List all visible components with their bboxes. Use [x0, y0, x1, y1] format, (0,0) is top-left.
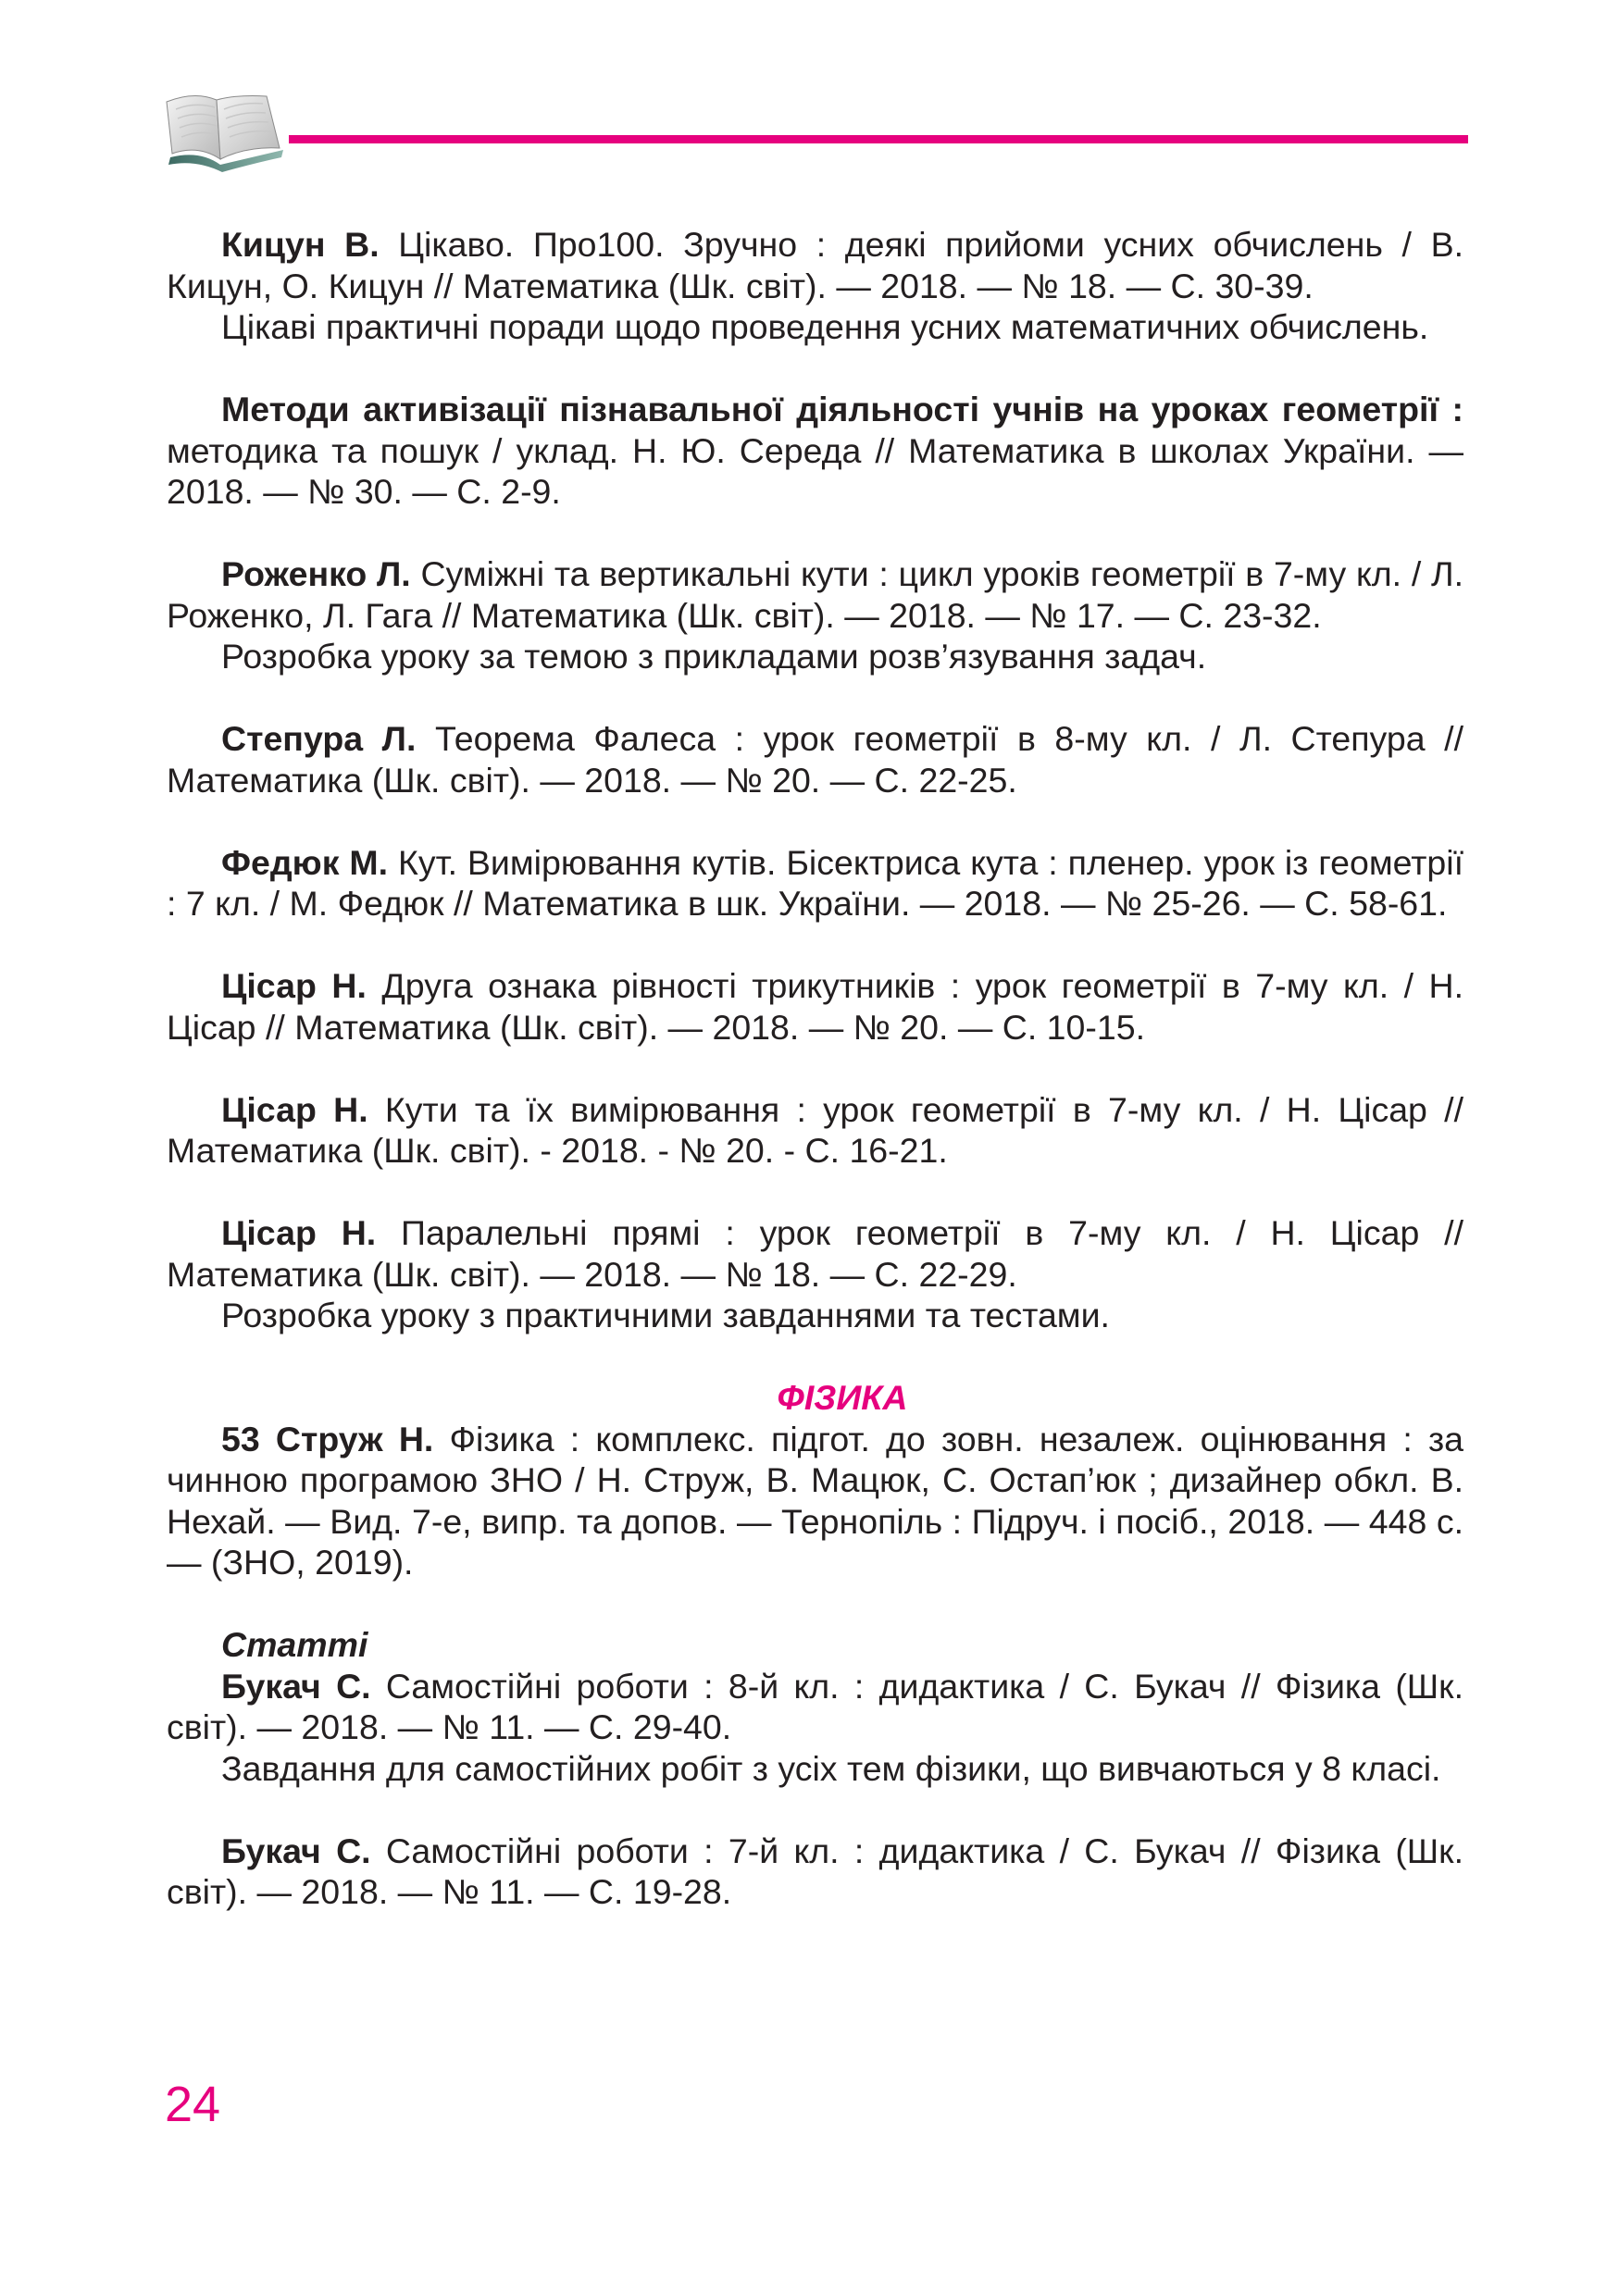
entry-text: Кути та їх вимірювання : урок геометрії в 7-му кл. / Н. Цісар // Математика (Шк. світ). - 2018. - № 20. - С. 16-21. [167, 1089, 1464, 1170]
bib-entry [167, 1666, 1463, 1790]
bib-entry [167, 553, 1463, 677]
bib-entry [167, 1831, 1463, 1913]
entry-citation [167, 1666, 1463, 1748]
entry-text: Самостійні роботи : 7-й кл. : дидактика / С. Букач // Фізика (Шк. світ). — 2018. — № 11. — С. 19-28. [167, 1831, 1463, 1911]
entry-text: Друга ознака рівності трикутників : урок геометрії в 7-му кл. / Н. Цісар // Математика (Шк. світ). — 2018. — № 20. — С. 10-15. [167, 966, 1464, 1047]
bib-entry [167, 965, 1463, 1048]
entry-author: Кицун В. [221, 225, 380, 264]
bib-entry [167, 224, 1463, 348]
entry-citation [167, 553, 1463, 636]
entry-author: Букач С. [221, 1831, 371, 1870]
physics-section [167, 1377, 1463, 1583]
entry-citation [167, 389, 1463, 513]
entry-text: Кут. Вимірювання кутів. Бісектриса кута : пленер. урок із геометрії : 7 кл. / М. Федюк // Математика в шк. України. — 2018. — № 25-26. — С. 58-61. [167, 842, 1463, 923]
entry-text: Паралельні прямі : урок геометрії в 7-му кл. / Н. Цісар // Математика (Шк. світ). — 2018. — № 18. — С. 22-29. [167, 1213, 1463, 1294]
header-rule [289, 135, 1468, 143]
entry-author: Цісар Н. [221, 1213, 377, 1252]
page-number: 24 [165, 2077, 221, 2132]
entry-author: 53 Струж Н. [221, 1419, 434, 1458]
section-title: ФІЗИКА [777, 1378, 908, 1417]
entry-citation [167, 224, 1463, 306]
entry-text: Фізика : комплекс. підгот. до зовн. незалеж. оцінювання : за чинною програмою ЗНО / Н. Струж, В. Мацюк, С. Остап’юк ; дизайнер обкл. В. Нехай. — Вид. 7-е, випр. та допов. — Тернопіль : Підруч. і посіб., 2018. — 448 с. — (ЗНО, 2019). [167, 1419, 1463, 1582]
entry-author: Букач С. [221, 1666, 371, 1706]
entry-citation [167, 1831, 1463, 1913]
bib-entry [167, 842, 1463, 925]
open-book-icon [163, 93, 287, 176]
bib-entry [167, 1212, 1463, 1336]
entry-annotation: Розробка уроку за темою з прикладами розв’язування задач. [221, 637, 1207, 676]
entry-text: Цікаво. Про100. Зручно : деякі прийоми усних обчислень / В. Кицун, О. Кицун // Математика (Шк. світ). — 2018. — № 18. — С. 30-39. [167, 225, 1463, 305]
entry-citation [167, 965, 1463, 1048]
page-header [163, 93, 1468, 176]
entry-text: методика та пошук / уклад. Н. Ю. Середа // Математика в школах України. — 2018. — № 30. — С. 2-9. [167, 430, 1463, 511]
bib-entry [167, 389, 1463, 513]
entry-citation [167, 1089, 1463, 1172]
bib-entry [167, 1089, 1463, 1172]
entry-author: Федюк М. [221, 842, 389, 882]
entry-annotation: Завдання для самостійних робіт з усіх тем фізики, що вивчаються у 8 класі. [221, 1748, 1441, 1788]
entry-text: Самостійні роботи : 8-й кл. : дидактика / С. Букач // Фізика (Шк. світ). — 2018. — № 11. — С. 29-40. [167, 1666, 1463, 1746]
entry-text: Суміжні та вертикальні кути : цикл уроків геометрії в 7-му кл. / Л. Роженко, Л. Гага // Математика (Шк. світ). — 2018. — № 17. — С. 23-32. [167, 554, 1463, 635]
entry-author: Методи активізації пізнавальної діяльності учнів на уроках геометрії : [221, 390, 1463, 428]
articles-subsection [167, 1624, 1463, 1666]
entry-author: Цісар Н. [221, 1089, 368, 1129]
entry-annotation: Цікаві практичні поради щодо проведення усних математичних обчислень. [221, 307, 1429, 346]
entry-author: Роженко Л. [221, 554, 411, 593]
bibliography-list [167, 224, 1463, 1954]
entry-citation [167, 842, 1463, 925]
entry-citation [167, 1212, 1463, 1295]
entry-text: Теорема Фалеса : урок геометрії в 8-му кл. / Л. Степура // Математика (Шк. світ). — 2018. — № 20. — С. 22-25. [167, 719, 1463, 800]
entry-citation [167, 1419, 1463, 1583]
entry-author: Цісар Н. [221, 966, 367, 1005]
entry-author: Степура Л. [221, 719, 417, 758]
bib-entry [167, 718, 1463, 800]
entry-annotation: Розробка уроку з практичними завданнями та тестами. [221, 1296, 1110, 1334]
entry-citation [167, 718, 1463, 800]
articles-heading: Статті [221, 1625, 368, 1664]
